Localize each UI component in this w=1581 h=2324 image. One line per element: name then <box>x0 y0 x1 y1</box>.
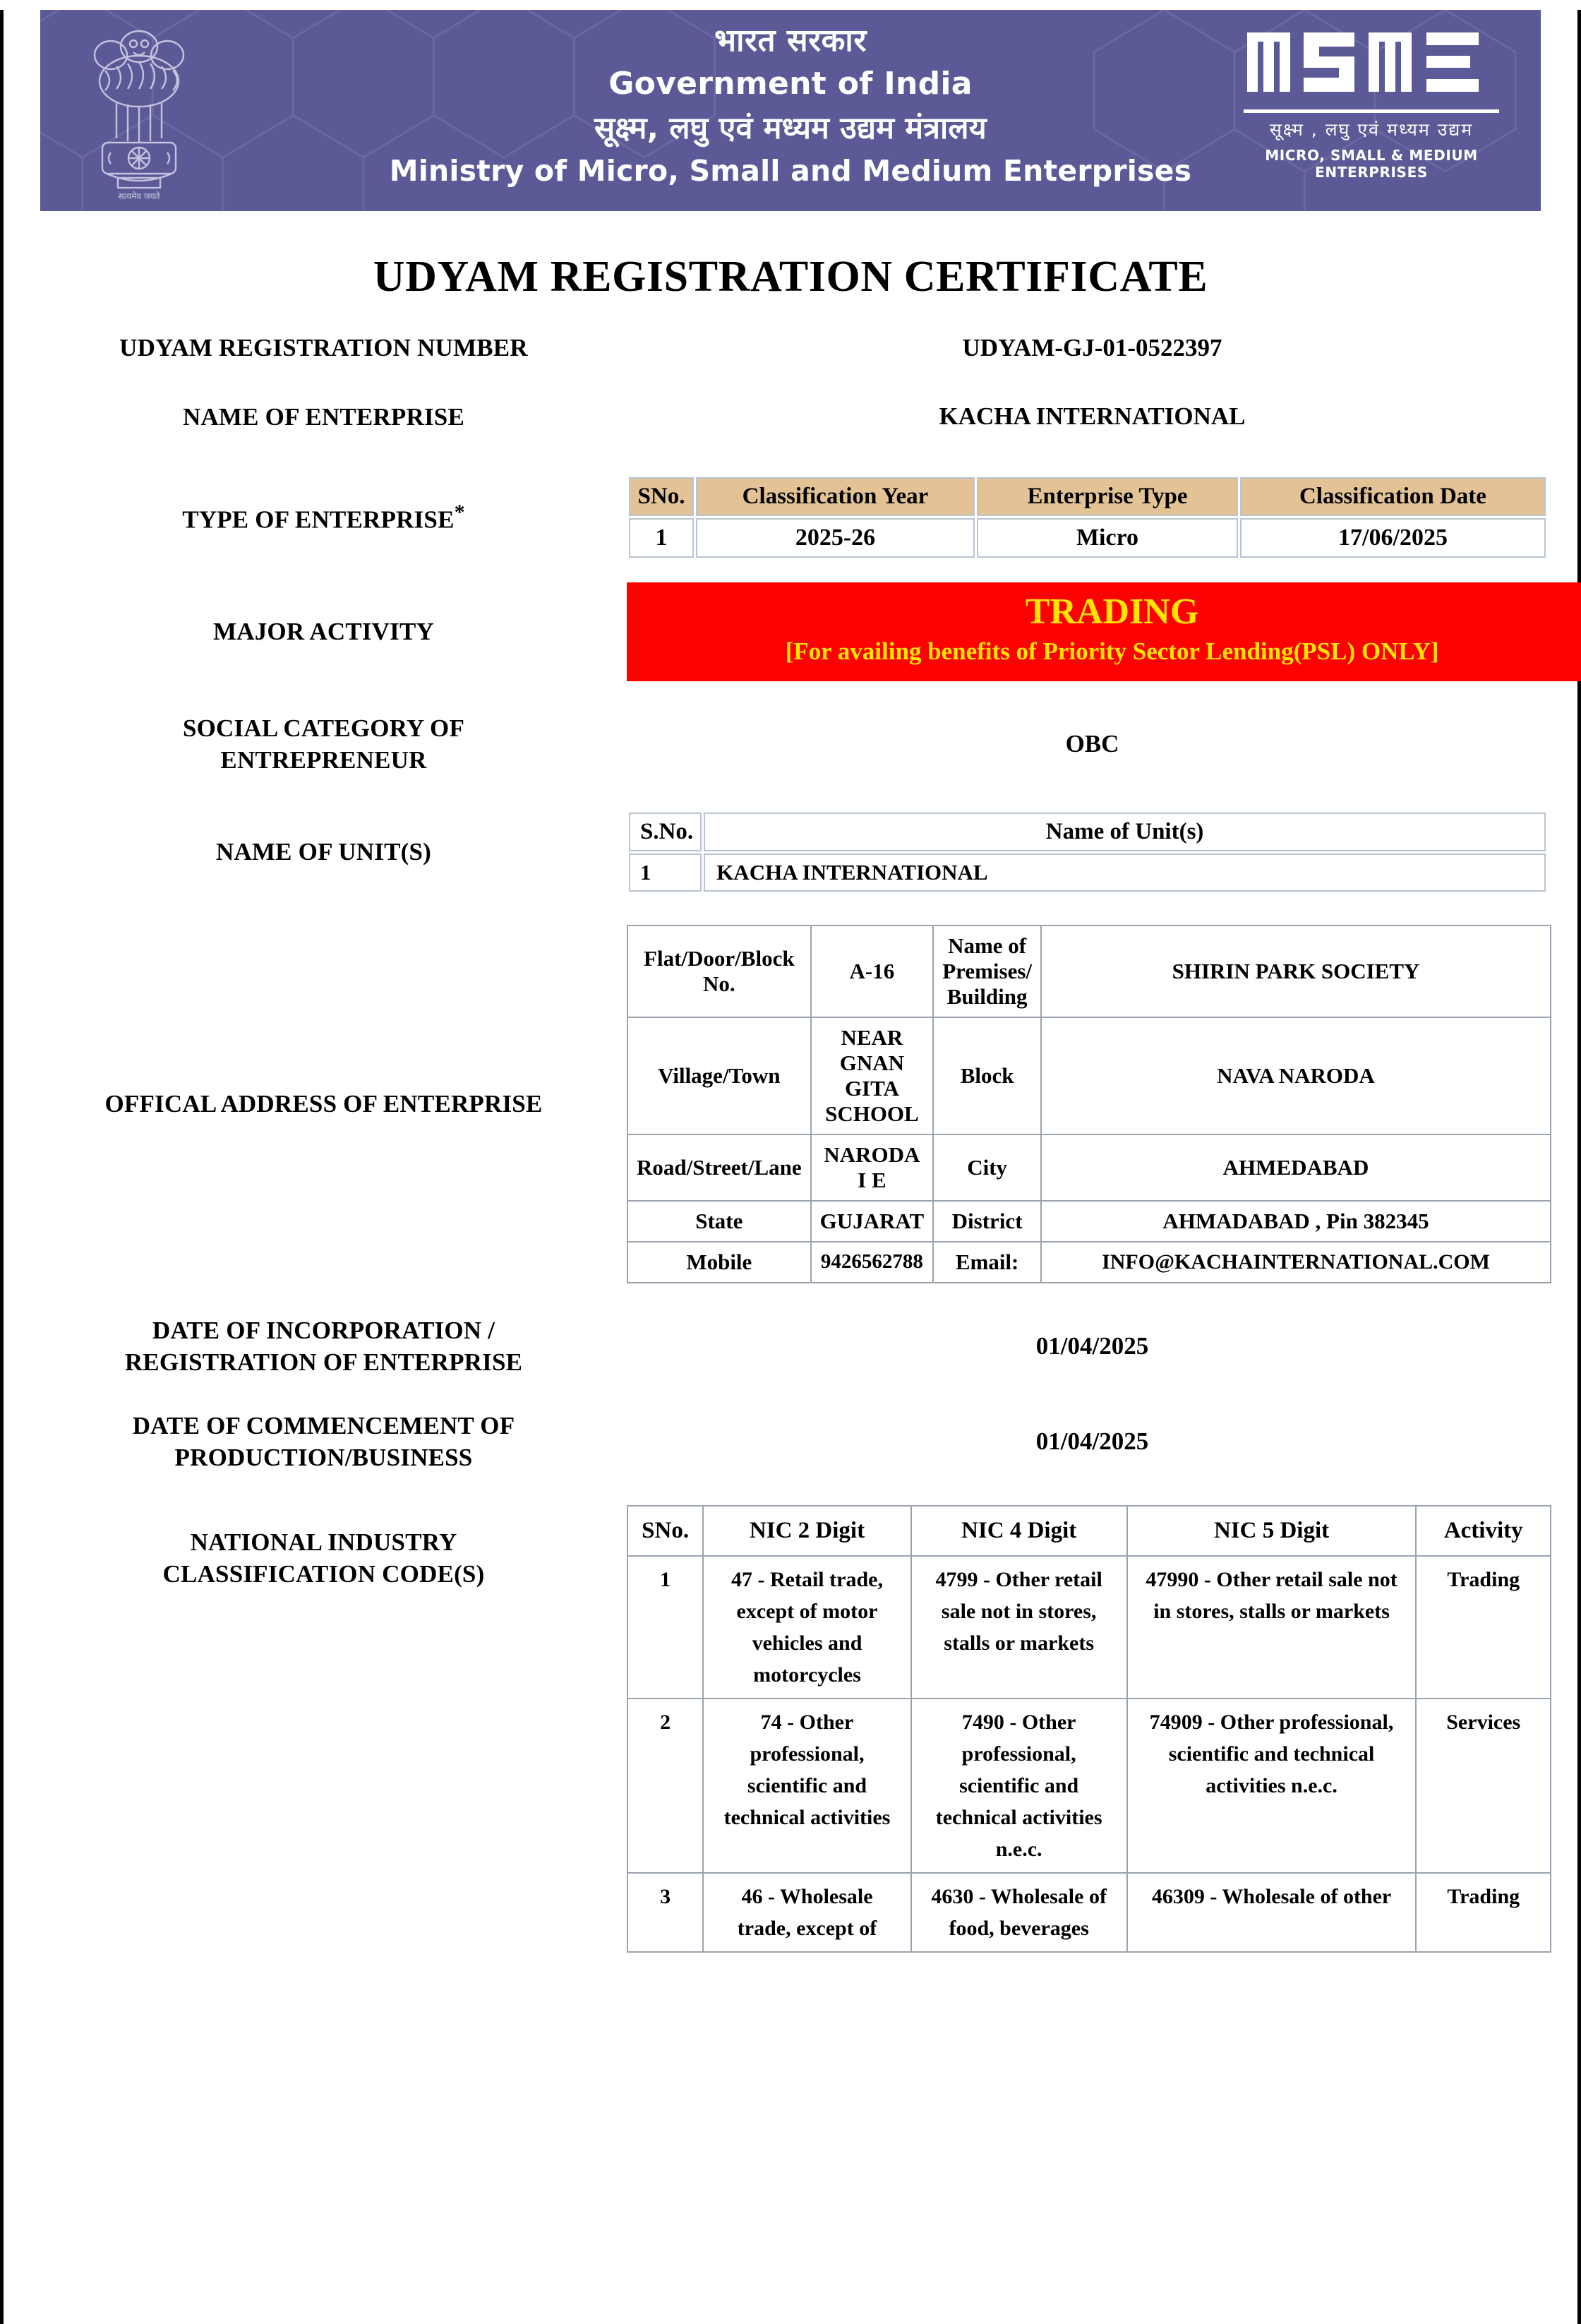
label-road-street-lane: Road/Street/Lane <box>627 1134 811 1201</box>
major-activity-value-wrap <box>625 582 1581 681</box>
date-incorporation-label <box>22 1314 625 1379</box>
cell-nic-activity: Trading <box>1416 1873 1551 1952</box>
header-hindi-ministry: सूक्ष्म, लघु एवं मध्यम उद्यम मंत्रालय <box>594 111 987 147</box>
enterprise-type-asterisk: * <box>454 501 465 525</box>
label-premises-building: Name of Premises/ Building <box>933 926 1041 1017</box>
date-incorporation-value: 01/04/2025 <box>1035 1332 1149 1360</box>
social-category-row <box>4 712 1577 777</box>
label-block: Block <box>933 1017 1041 1134</box>
cell-nic-2-digit: 47 - Retail trade, except of motor vehicles and motorcycles <box>703 1556 910 1699</box>
value-city: AHMEDABAD <box>1041 1134 1551 1201</box>
enterprise-name-row <box>4 401 1577 433</box>
cell-nic-2-digit: 46 - Wholesale trade, except of <box>703 1873 910 1952</box>
enterprise-type-label <box>22 498 625 536</box>
header-english-government: Government of India <box>608 66 973 102</box>
cell-nic-4-digit: 4799 - Other retail sale not in stores, stalls or markets <box>911 1556 1127 1699</box>
social-category-value: OBC <box>1065 730 1119 758</box>
enterprise-name-value: KACHA INTERNATIONAL <box>939 402 1246 431</box>
msme-logo <box>1241 23 1502 181</box>
nic-table <box>627 1505 1551 1953</box>
table-row <box>627 926 1551 1017</box>
units-label: NAME OF UNIT(S) <box>215 837 432 865</box>
cell-nic-sno: 1 <box>627 1556 703 1699</box>
date-incorporation-label-line2: REGISTRATION OF ENTERPRISE <box>124 1348 523 1377</box>
col-header-nic-sno: SNo. <box>627 1506 703 1557</box>
msme-logo-english: MICRO, SMALL & MEDIUM ENTERPRISES <box>1265 147 1478 181</box>
date-commencement-label <box>22 1410 625 1474</box>
date-incorporation-row <box>4 1314 1577 1379</box>
value-district: AHMADABAD , Pin 382345 <box>1041 1201 1551 1242</box>
table-header-row <box>629 477 1546 516</box>
address-table-wrap <box>625 925 1559 1283</box>
col-header-unit-name: Name of Unit(s) <box>704 813 1546 851</box>
registration-number-row <box>4 332 1577 364</box>
col-header-nic-2-digit: NIC 2 Digit <box>703 1506 910 1557</box>
col-header-classification-date: Classification Date <box>1240 477 1546 516</box>
table-row <box>627 1873 1551 1952</box>
label-email: Email: <box>933 1242 1041 1283</box>
table-row <box>627 1242 1551 1283</box>
enterprise-type-label-text: TYPE OF ENTERPRISE <box>182 506 455 534</box>
cell-sno: 1 <box>629 518 694 558</box>
col-header-unit-sno: S.No. <box>629 813 702 851</box>
nic-label-line2: CLASSIFICATION CODE(S) <box>162 1560 485 1588</box>
col-header-activity: Activity <box>1416 1506 1551 1557</box>
nic-table-wrap <box>625 1505 1559 1953</box>
value-mobile: 9426562788 <box>811 1242 934 1283</box>
social-category-label <box>22 712 625 777</box>
enterprise-name-label: NAME OF ENTERPRISE <box>182 402 464 431</box>
cell-nic-5-digit: 74909 - Other professional, scientific and technical activities n.e.c. <box>1127 1699 1417 1873</box>
table-row <box>629 518 1546 558</box>
table-row <box>627 1556 1551 1699</box>
label-district: District <box>933 1201 1041 1242</box>
major-activity-row <box>4 582 1577 681</box>
date-incorporation-label-line1: DATE OF INCORPORATION / <box>152 1316 495 1344</box>
enterprise-type-table <box>627 475 1548 560</box>
cell-nic-5-digit: 46309 - Wholesale of other <box>1127 1873 1417 1952</box>
col-header-sno: SNo. <box>629 477 694 516</box>
units-table-wrap <box>625 810 1559 894</box>
value-village-town: NEAR GNAN GITA SCHOOL <box>811 1017 934 1134</box>
msme-wordmark-icon <box>1244 23 1498 102</box>
label-village-town: Village/Town <box>627 1017 811 1134</box>
address-table <box>627 925 1551 1283</box>
cell-nic-activity: Trading <box>1416 1556 1551 1699</box>
table-row <box>627 1017 1551 1134</box>
value-road-street-lane: NARODA I E <box>811 1134 934 1201</box>
cell-nic-4-digit: 4630 - Wholesale of food, beverages <box>911 1873 1127 1952</box>
registration-number-value: UDYAM-GJ-01-0522397 <box>962 333 1222 361</box>
nic-row <box>4 1505 1577 1953</box>
certificate-page <box>0 10 1581 2324</box>
cell-nic-5-digit: 47990 - Other retail sale not in stores, stalls or markets <box>1127 1556 1417 1699</box>
registration-number-label: UDYAM REGISTRATION NUMBER <box>119 334 528 361</box>
cell-enterprise-type: Micro <box>977 518 1238 558</box>
cell-unit-name: KACHA INTERNATIONAL <box>704 853 1546 892</box>
date-commencement-row <box>4 1410 1577 1474</box>
logo-divider <box>1244 109 1499 113</box>
col-header-classification-year: Classification Year <box>696 477 975 516</box>
value-block: NAVA NARODA <box>1041 1017 1551 1134</box>
table-header-row <box>627 1506 1551 1557</box>
value-email: INFO@KACHAINTERNATIONAL.COM <box>1041 1242 1551 1283</box>
table-row <box>627 1201 1551 1242</box>
table-row <box>627 1134 1551 1201</box>
label-mobile: Mobile <box>627 1242 811 1283</box>
address-row <box>4 925 1577 1283</box>
value-state: GUJARAT <box>811 1201 934 1242</box>
nic-label <box>22 1505 625 1591</box>
address-label: OFFICAL ADDRESS OF ENTERPRISE <box>104 1089 543 1118</box>
table-row <box>627 1699 1551 1873</box>
table-header-row <box>629 813 1546 851</box>
value-flat-door-block: A-16 <box>811 926 934 1017</box>
cell-classification-year: 2025-26 <box>696 518 975 558</box>
label-city: City <box>933 1134 1041 1201</box>
major-activity-note: [For availing benefits of Priority Sector Lending(PSL) ONLY] <box>785 637 1439 665</box>
col-header-nic-5-digit: NIC 5 Digit <box>1127 1506 1417 1557</box>
header-english-ministry: Ministry of Micro, Small and Medium Enterprises <box>389 154 1192 188</box>
col-header-nic-4-digit: NIC 4 Digit <box>911 1506 1127 1557</box>
date-commencement-label-line1: DATE OF COMMENCEMENT OF <box>132 1411 515 1439</box>
cell-nic-sno: 2 <box>627 1699 703 1873</box>
date-commencement-label-line2: PRODUCTION/BUSINESS <box>174 1444 473 1472</box>
col-header-enterprise-type: Enterprise Type <box>977 477 1238 516</box>
svg-text:सत्यमेव जयते: सत्यमेव जयते <box>118 191 160 201</box>
cell-unit-sno: 1 <box>629 853 702 892</box>
units-row <box>4 810 1577 894</box>
label-state: State <box>627 1201 811 1242</box>
value-premises-building: SHIRIN PARK SOCIETY <box>1041 926 1551 1017</box>
header-hindi-government: भारत सरकार <box>714 23 867 59</box>
units-table <box>627 810 1548 894</box>
page-title: UDYAM REGISTRATION CERTIFICATE <box>373 253 1208 301</box>
major-activity-label: MAJOR ACTIVITY <box>213 618 434 646</box>
date-commencement-value: 01/04/2025 <box>1035 1427 1149 1456</box>
header-banner <box>40 10 1541 211</box>
social-category-label-line2: ENTREPRENEUR <box>220 746 427 774</box>
label-flat-door-block: Flat/Door/Block No. <box>627 926 811 1017</box>
cell-classification-date: 17/06/2025 <box>1240 518 1546 558</box>
major-activity-banner <box>627 582 1581 681</box>
social-category-label-line1: SOCIAL CATEGORY OF <box>182 714 465 742</box>
major-activity-primary: TRADING <box>1025 592 1199 632</box>
cell-nic-activity: Services <box>1416 1699 1551 1873</box>
enterprise-type-row <box>4 475 1577 560</box>
cell-nic-sno: 3 <box>627 1873 703 1952</box>
nic-label-line1: NATIONAL INDUSTRY <box>190 1528 457 1556</box>
msme-logo-hindi: सूक्ष्म , लघु एवं मध्यम उद्यम <box>1269 119 1474 140</box>
cell-nic-2-digit: 74 - Other professional, scientific and technical activities <box>703 1699 910 1873</box>
enterprise-type-table-wrap <box>625 475 1559 560</box>
table-row <box>629 853 1546 892</box>
cell-nic-4-digit: 7490 - Other professional, scientific and technical activities n.e.c. <box>911 1699 1127 1873</box>
